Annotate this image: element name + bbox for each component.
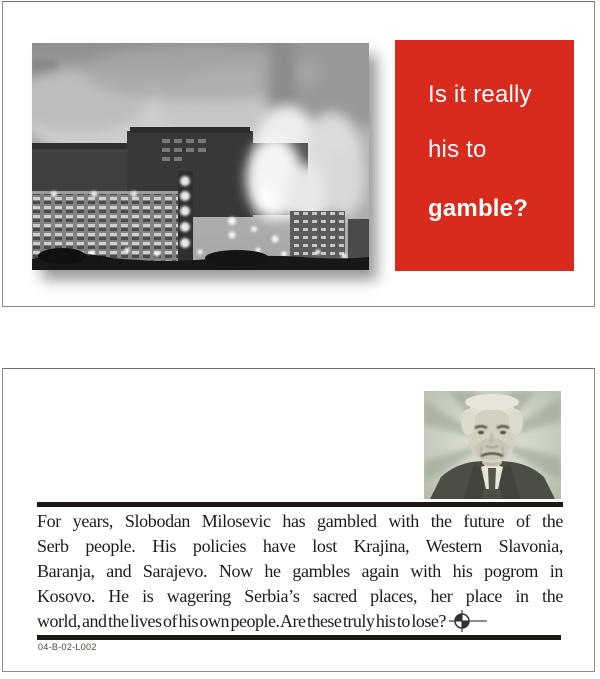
- paragraph-line-5-text: world, and the lives of his own people. Are these truly his to lose?: [37, 611, 446, 631]
- burning-city-photo: [32, 43, 369, 270]
- headline-red-box: [395, 40, 574, 271]
- paragraph-line-3: Baranja, and Sarajevo. Now he gambles again with his pogrom in: [37, 561, 563, 581]
- bottom-divider-rule: [37, 635, 561, 640]
- leaflet-code: 04-B-02-L002: [38, 642, 97, 652]
- milosevic-portrait-photo: [424, 391, 561, 499]
- headline-line-1: Is it really: [428, 81, 532, 108]
- paragraph-line-2: Serb people. His policies have lost Krajina, Western Slavonia,: [37, 536, 563, 556]
- paragraph-line-1: For years, Slobodan Milosevic has gambled with the future of the: [37, 511, 563, 531]
- leaflet-back-panel: [2, 368, 595, 672]
- top-divider-rule: [37, 502, 563, 507]
- milosevic-portrait-art: [424, 391, 561, 499]
- headline-line-2: his to: [428, 136, 487, 163]
- leaflet-front-panel: [2, 1, 595, 307]
- burning-city-photo-art: [32, 43, 369, 270]
- headline-line-3: gamble?: [428, 195, 529, 222]
- body-paragraph: [37, 509, 563, 639]
- paragraph-line-4: Kosovo. He is wagering Serbia’s sacred places, her place in the: [37, 586, 563, 606]
